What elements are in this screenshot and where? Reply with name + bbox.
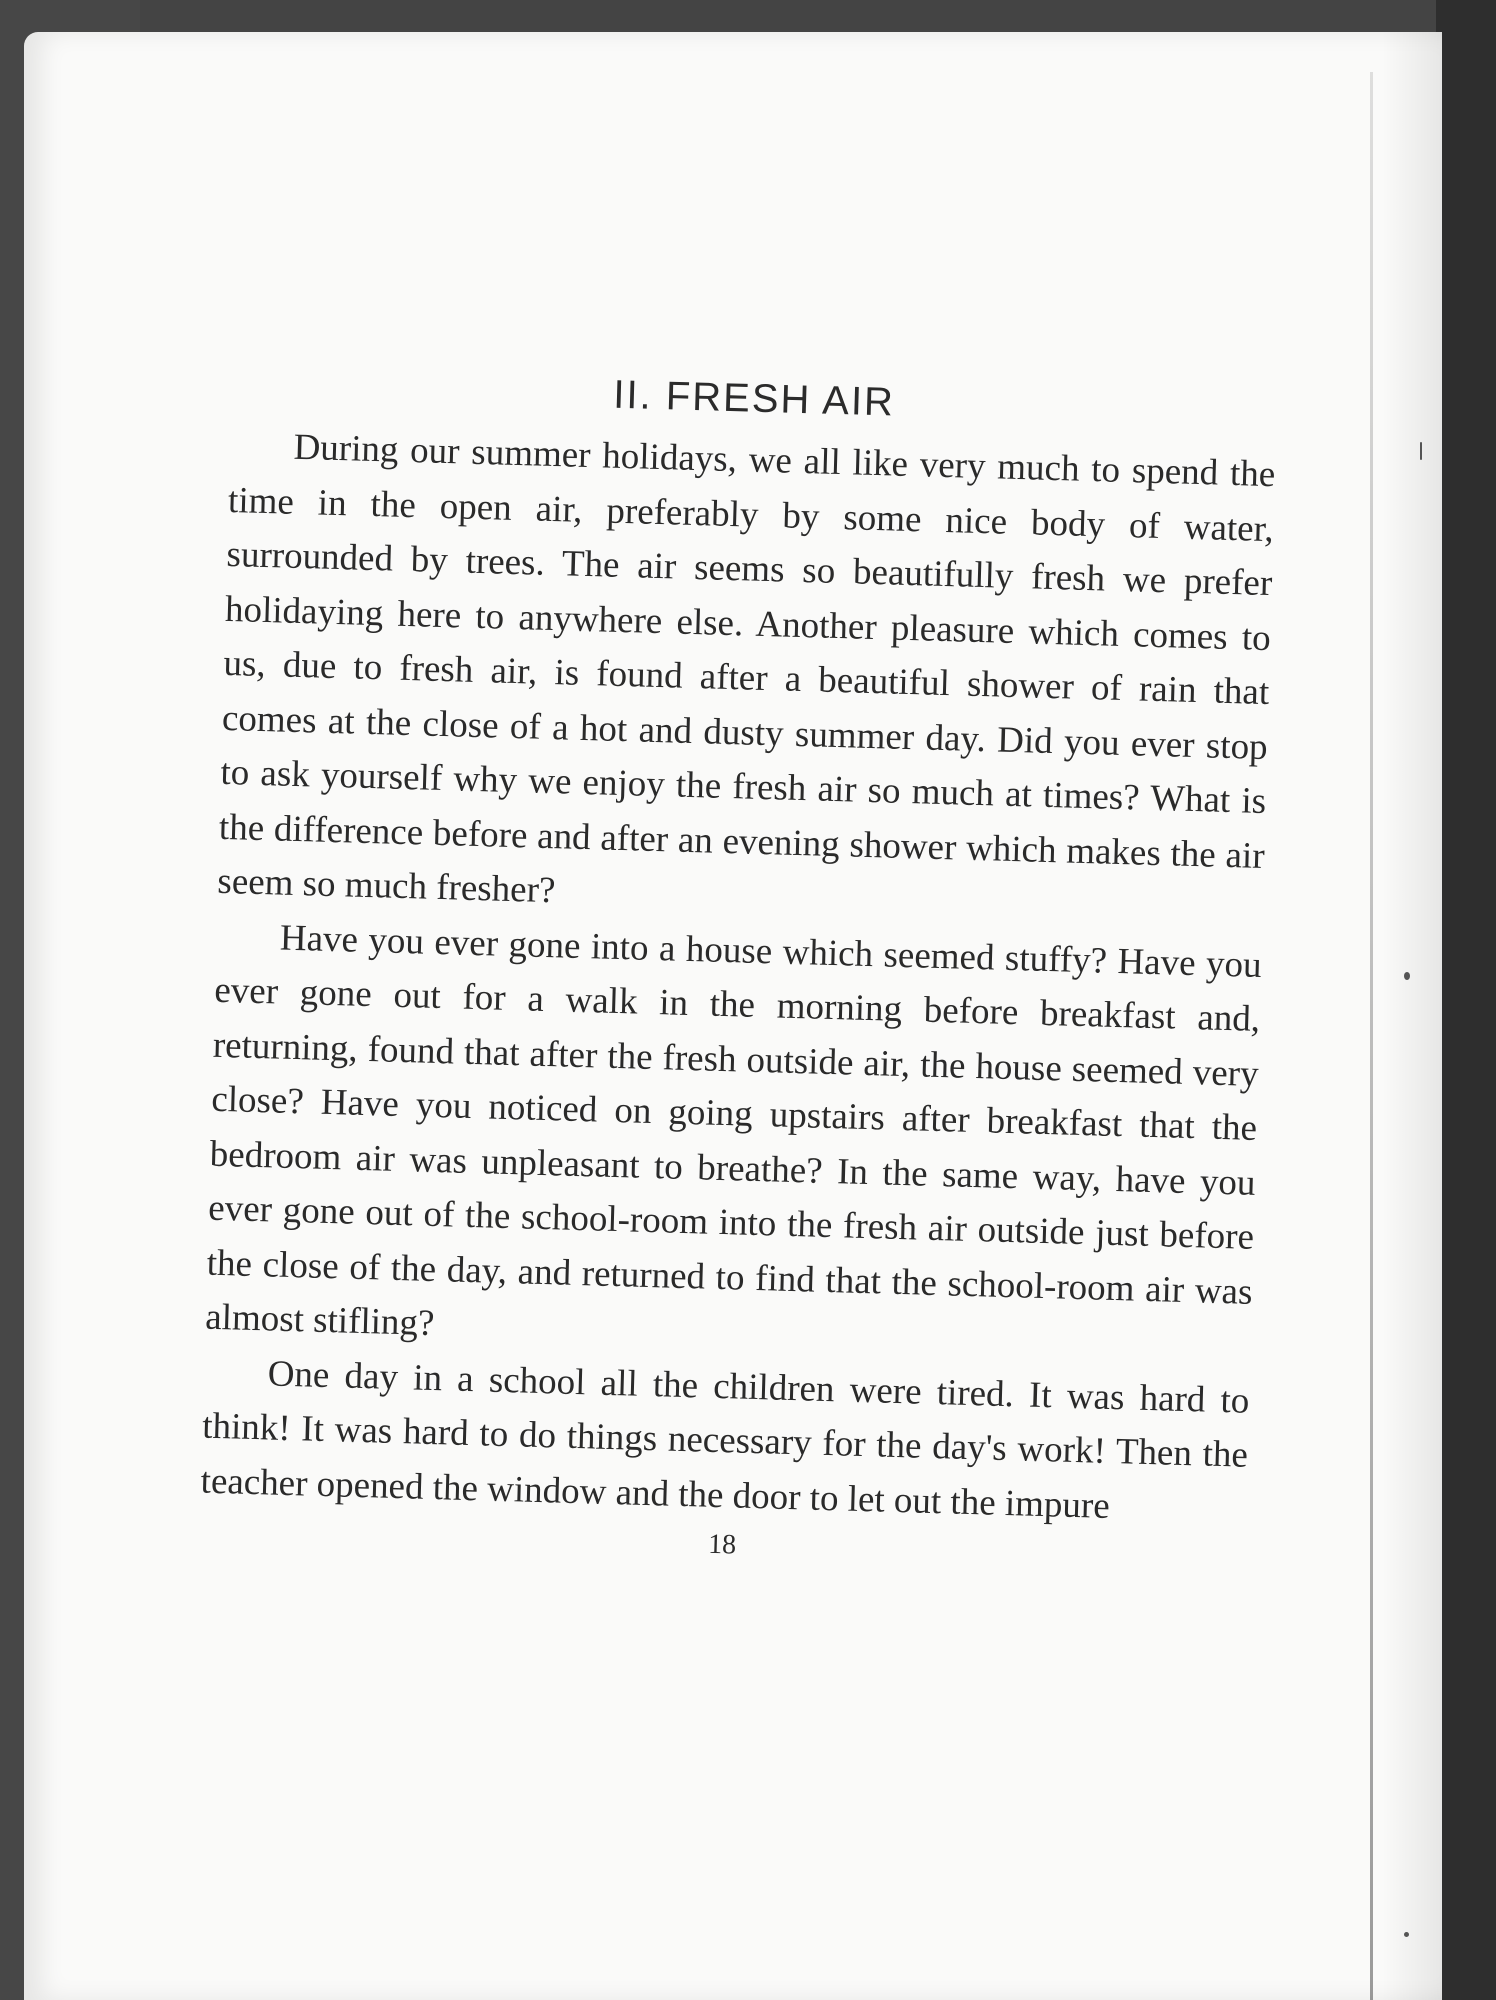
page-number: 18: [707, 1528, 737, 1561]
ink-speck: [1420, 442, 1422, 460]
page-edge-shade: [1382, 32, 1442, 2000]
ink-speck: [1404, 1932, 1409, 1937]
scan-backdrop-right: [1436, 0, 1496, 2000]
paragraph: Have you ever gone into a house which seemed stuffy? Have you ever gone out for a walk in the morning before breakfast and, returning, found that after the fresh outside air, the house seemed very close? Have you noticed on going upstairs after breakfast that the bedroom air was unpleasant to breathe? In the same way, have you ever gone out of the school-room into the fresh air outside just before the close of the day, and returned to find that the school-room air was almost stifling?: [204, 917, 1263, 1345]
chapter-title: II. FRESH AIR: [612, 372, 896, 425]
paragraph: One day in a school all the children were tired. It was hard to think! It was hard to do things necessary for the day's work! Then the teacher opened the window and the door to let out the impure: [200, 1352, 1250, 1527]
ink-speck: [1404, 972, 1410, 980]
book-page: [24, 32, 1442, 2000]
page-text-block: [199, 362, 1278, 1576]
paragraph: During our summer holidays, we all like very much to spend the time in the open air, preferably by some nice body of water, surrounded by trees. The air seems so beautifully fresh we prefer holidaying here to anywhere else. Another pleasure which comes to us, due to fresh air, is found after a beautiful shower of rain that comes at the close of a hot and dusty summer day. Did you ever stop to ask yourself why we enjoy the fresh air so much at times? What is the difference before and after an evening shower which makes the air seem so much fresher?: [216, 426, 1276, 912]
page-gutter: [1370, 72, 1373, 2000]
